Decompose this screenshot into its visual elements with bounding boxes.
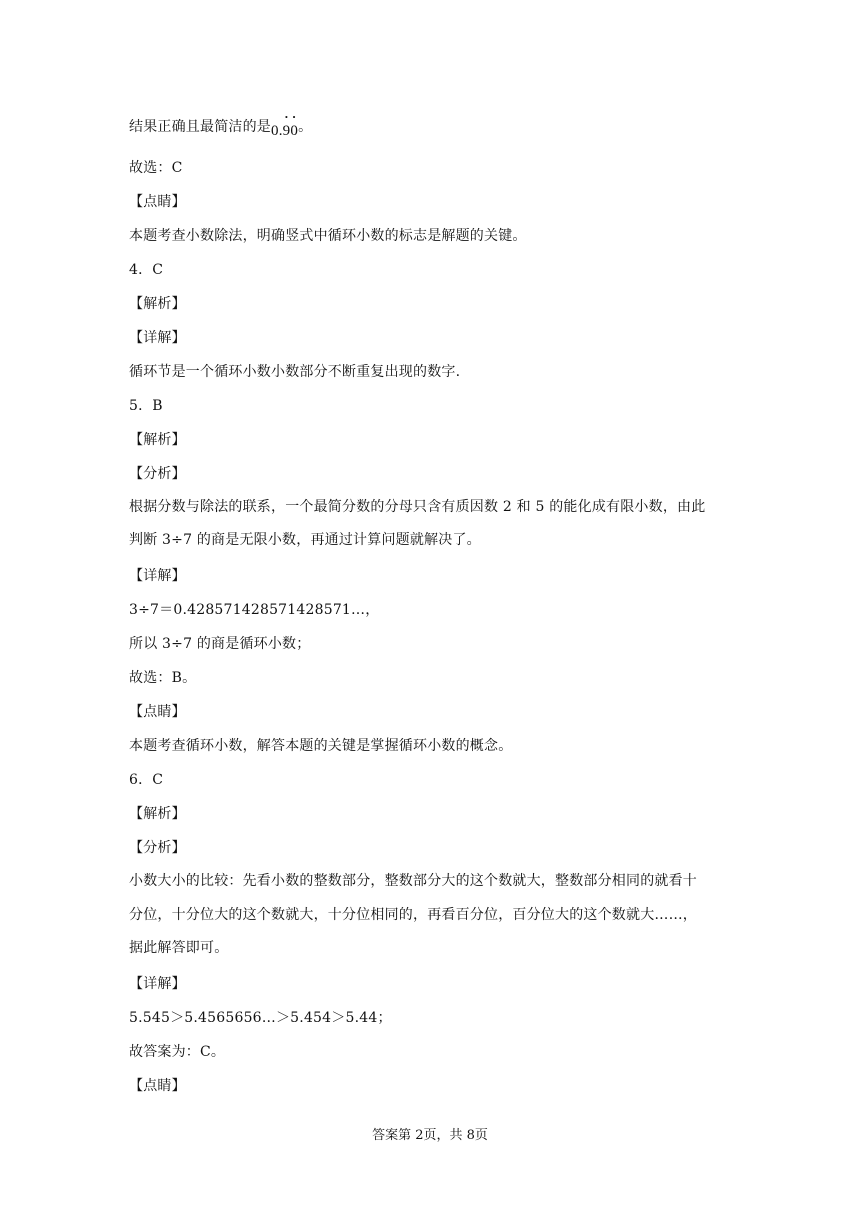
repeating-digit-1: · 9: [282, 109, 291, 139]
conclusion-end: 。: [298, 119, 313, 135]
question-number: 6．C: [129, 772, 164, 788]
answer-line: 根据分数与除法的联系，一个最简分数的分母只含有质因数 2 和 5 的能化成有限小数，由此: [129, 499, 706, 515]
answer-line: 故答案为：C。: [129, 1044, 226, 1060]
question-number: 4．C: [129, 262, 164, 278]
section-heading: 【分析】: [129, 840, 186, 856]
repeat-dot-icon: ·: [291, 109, 297, 124]
page-footer: 答案第 2页，共 8页: [372, 1128, 488, 1143]
section-heading: 【分析】: [129, 466, 186, 482]
answer-line: 循环节是一个循环小数小数部分不断重复出现的数字.: [129, 364, 461, 380]
answer-line: 据此解答即可。: [129, 940, 229, 956]
answer-line: 3÷7＝0.428571428571428571…，: [129, 602, 380, 618]
answer-line: 故选：C: [129, 160, 183, 176]
answer-line: 本题考查循环小数，解答本题的关键是掌握循环小数的概念。: [129, 738, 513, 754]
section-heading: 【点睛】: [129, 194, 186, 210]
answer-line: 分位，十分位大的这个数就大，十分位相同的，再看百分位，百分位大的这个数就大……，: [129, 907, 697, 923]
repeat-dot-icon: ·: [284, 109, 289, 124]
section-heading: 【详解】: [129, 976, 186, 992]
question-number: 5．B: [129, 398, 163, 414]
section-heading: 【详解】: [129, 568, 186, 584]
answer-line: 判断 3÷7 的商是无限小数，再通过计算问题就解决了。: [129, 532, 481, 548]
repeating-decimal: [271, 109, 299, 141]
repeating-digit-2: · 0: [290, 109, 299, 139]
answer-line-conclusion: [129, 109, 313, 141]
section-heading: 【点睛】: [129, 704, 186, 720]
section-heading: 【点睛】: [129, 1078, 186, 1094]
repeating-decimal-prefix: 0.: [271, 123, 283, 139]
answer-line: 故选：B。: [129, 670, 197, 686]
section-heading: 【解析】: [129, 296, 186, 312]
answer-line: 本题考查小数除法，明确竖式中循环小数的标志是解题的关键。: [129, 228, 527, 244]
answer-line: 所以 3÷7 的商是循环小数；: [129, 636, 311, 652]
section-heading: 【详解】: [129, 330, 186, 346]
section-heading: 【解析】: [129, 432, 186, 448]
section-heading: 【解析】: [129, 806, 186, 822]
answer-line: 小数大小的比较：先看小数的整数部分，整数部分大的这个数就大，整数部分相同的就看十: [129, 873, 697, 889]
answer-line: 5.545＞5.4565656…＞5.454＞5.44；: [129, 1010, 392, 1026]
conclusion-text: 结果正确且最简洁的是: [129, 119, 271, 135]
